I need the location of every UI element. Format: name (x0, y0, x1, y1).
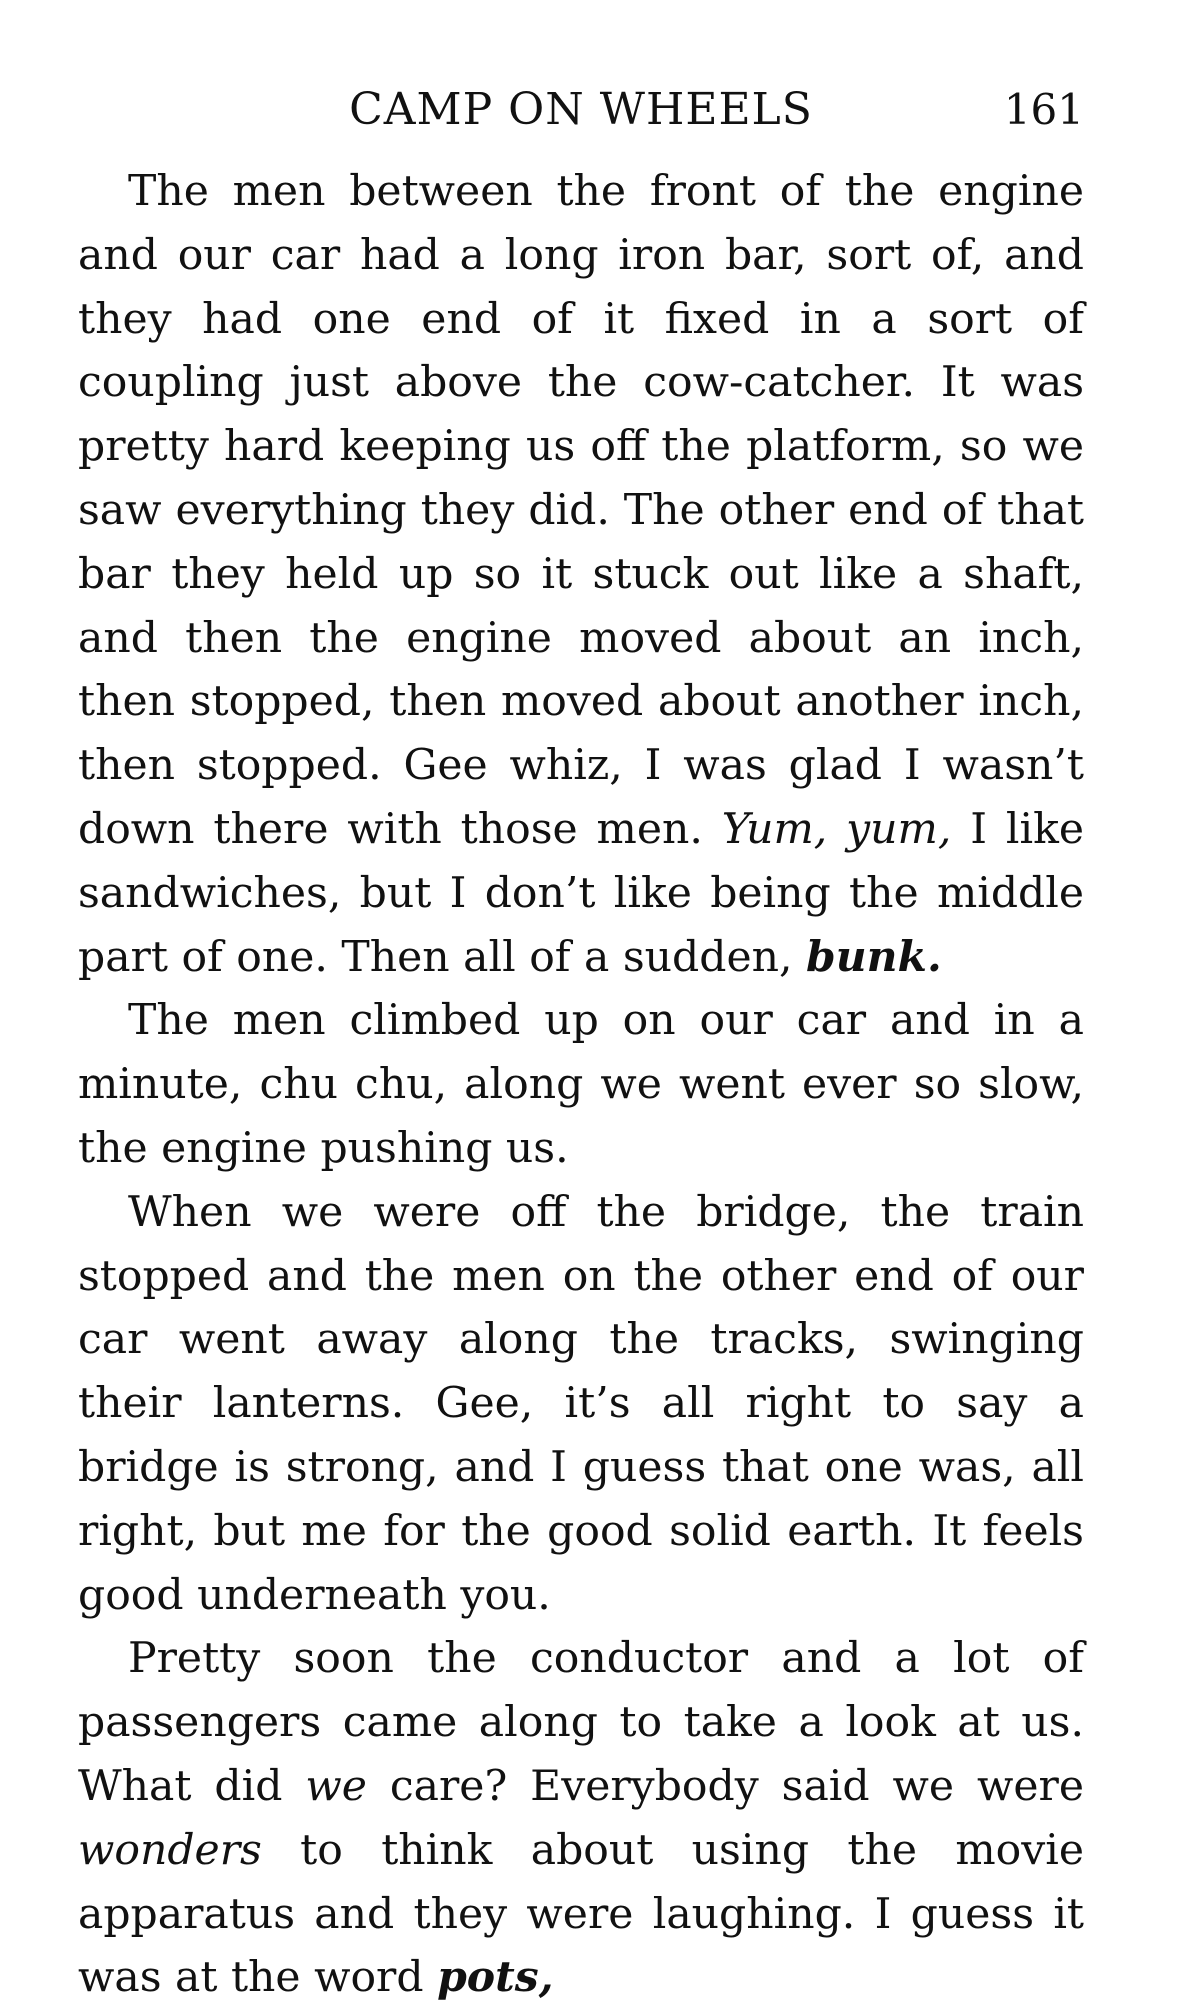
paragraph (78, 160, 1084, 989)
italic-run: wonders (78, 1825, 262, 1875)
text-run: I like sandwiches, but I don’t like being the middle part of one. Then all of a sudden, (78, 804, 1085, 982)
text-run: The men between the front of the engine and our car had a long iron bar, sort of, and they had one end of it fixed in a sort of coupling just above the cow-catcher. It was pretty hard keeping us off the platform, so we saw everything they did. The other end of that bar they held up so it stuck out like a shaft, and then the engine moved about an inch, then stopped, then moved about another inch, then stopped. Gee whiz, I was glad I wasn’t down there with those men. (78, 167, 1084, 854)
bold-italic-run: bunk. (806, 931, 942, 982)
text-run: Pretty soon the conductor and a lot of passengers came along to take a look at us. What did (78, 1634, 1084, 1811)
text-run: When we were off the bridge, the train stopped and the men on the other end of our car went away along the tracks, swinging their lanterns. Gee, it’s all right to say a bridge is strong, and I guess that one was, all right, but me for the good solid earth. It feels good underneath you. (78, 1187, 1084, 1620)
bold-italic-run: pots, (437, 1952, 554, 2003)
paragraph (78, 989, 1084, 1180)
text-run: The men climbed up on our car and in a minute, chu chu, along we went ever so slow, the engine pushing us. (78, 996, 1084, 1173)
page-number: 161 (1003, 85, 1084, 134)
italic-run: Yum, yum, (721, 804, 952, 854)
body-text (78, 160, 1084, 2010)
italic-run: we (305, 1761, 367, 1811)
paragraph (78, 1181, 1084, 1628)
text-run: care? Everybody said we were (366, 1761, 1085, 1811)
text-run: to think about using the movie apparatus and they were laughing. I guess it was at the word (78, 1825, 1084, 2003)
page-header (78, 80, 1084, 140)
paragraph (78, 1627, 1084, 2010)
running-title: CAMP ON WHEELS (349, 84, 813, 135)
